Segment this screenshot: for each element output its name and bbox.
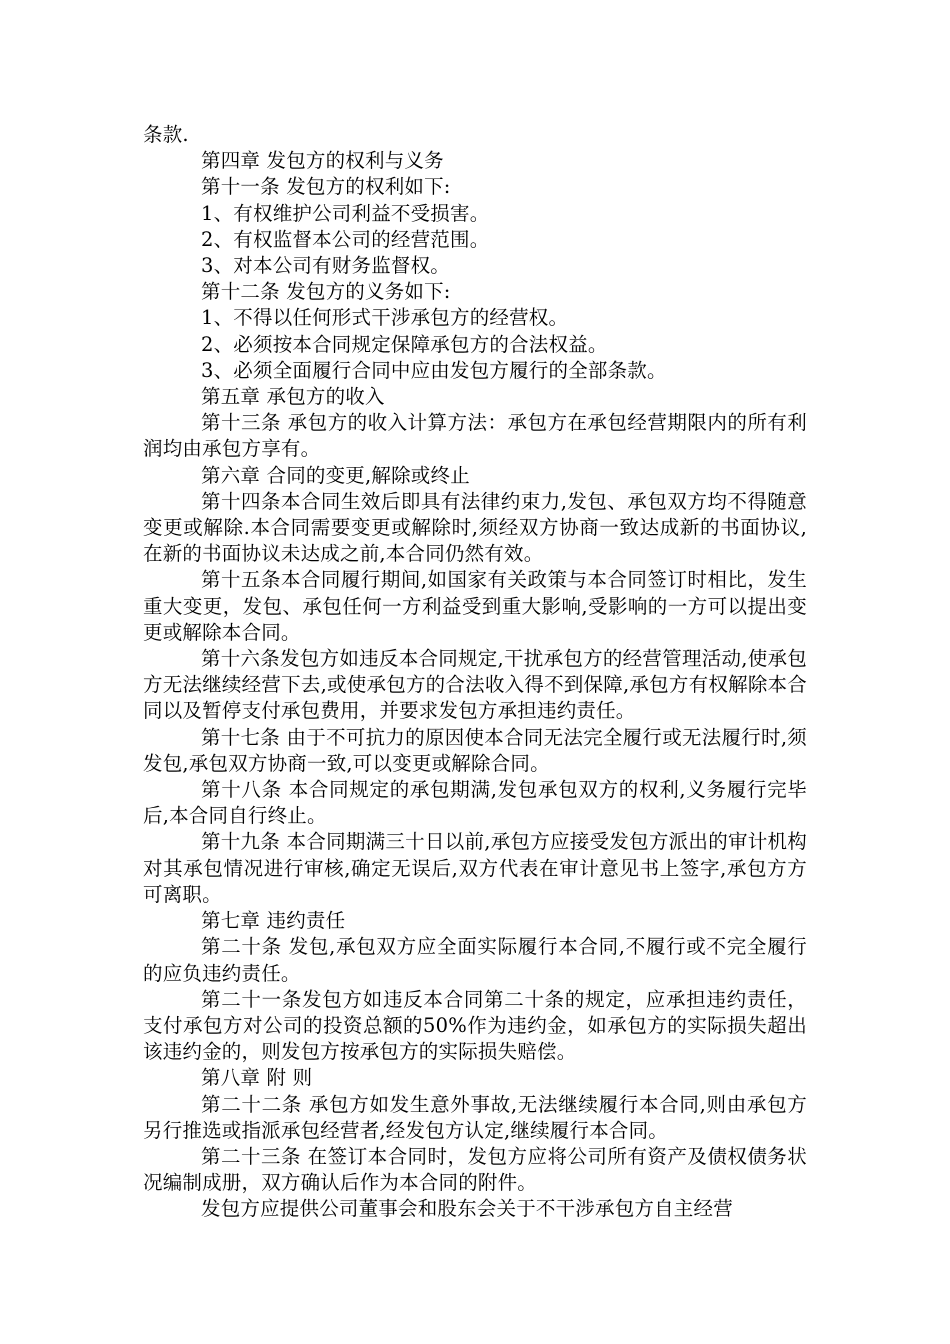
article-12-item-1: 1、不得以任何形式干涉承包方的经营权。 — [201, 306, 569, 330]
article-12-item-3: 3、必须全面履行合同中应由发包方履行的全部条款。 — [201, 358, 667, 382]
paragraph-clause-continuation: 条款. — [143, 123, 189, 146]
article-17: 第十七条 由于不可抗力的原因使本合同无法完全履行或无法履行时,须发包,承包双方协商一致,可以变更或解除合同。 — [143, 725, 807, 775]
article-20: 第二十条 发包,承包双方应全面实际履行本合同,不履行或不完全履行的应负违约责任。 — [143, 935, 807, 985]
chapter-5-heading: 第五章 承包方的收入 — [201, 385, 385, 409]
article-21: 第二十一条发包方如违反本合同第二十条的规定，应承担违约责任，支付承包方对公司的投资总额的50%作为违约金，如承包方的实际损失超出该违约金的，则发包方按承包方的实际损失赔偿。 — [143, 987, 807, 1064]
article-15: 第十五条本合同履行期间,如国家有关政策与本合同签订时相比，发生重大变更，发包、承包任何一方利益受到重大影响,受影响的一方可以提出变更或解除本合同。 — [143, 568, 807, 644]
article-14: 第十四条本合同生效后即具有法律约束力,发包、承包双方均不得随意变更或解除.本合同需要变更或解除时,须经双方协商一致达成新的书面协议,在新的书面协议未达成之前,本合同仍然有效。 — [143, 489, 807, 566]
article-11-item-1: 1、有权维护公司利益不受损害。 — [201, 201, 490, 225]
chapter-8-heading: 第八章 附 则 — [201, 1066, 313, 1090]
article-22: 第二十二条 承包方如发生意外事故,无法继续履行本合同,则由承包方另行推选或指派承包经营者,经发包方认定,继续履行本合同。 — [143, 1092, 807, 1142]
article-12-heading: 第十二条 发包方的义务如下: — [201, 280, 451, 304]
article-13: 第十三条 承包方的收入计算方法：承包方在承包经营期限内的所有利润均由承包方享有。 — [143, 411, 807, 461]
chapter-6-heading: 第六章 合同的变更,解除或终止 — [201, 463, 470, 487]
article-11-item-2: 2、有权监督本公司的经营范围。 — [201, 227, 490, 251]
article-11-item-3: 3、对本公司有财务监督权。 — [201, 254, 451, 278]
chapter-7-heading: 第七章 违约责任 — [201, 909, 346, 933]
chapter-4-heading: 第四章 发包方的权利与义务 — [201, 149, 444, 173]
contract-text-body — [143, 122, 807, 1223]
article-12-item-2: 2、必须按本合同规定保障承包方的合法权益。 — [201, 332, 608, 356]
article-11-heading: 第十一条 发包方的权利如下: — [201, 175, 451, 199]
article-18: 第十八条 本合同规定的承包期满,发包承包双方的权利,义务履行完毕后,本合同自行终止。 — [143, 778, 807, 828]
article-19: 第十九条 本合同期满三十日以前,承包方应接受发包方派出的审计机构对其承包情况进行审核,确定无误后,双方代表在审计意见书上签字,承包方方可离职。 — [143, 830, 807, 906]
article-23: 第二十三条 在签订本合同时，发包方应将公司所有资产及债权债务状况编制成册，双方确认后作为本合同的附件。 — [143, 1144, 807, 1195]
article-16: 第十六条发包方如违反本合同规定,干扰承包方的经营管理活动,使承包方无法继续经营下去,或使承包方的合法收入得不到保障,承包方有权解除本合同以及暂停支付承包费用，并要求发包方承担违约责任。 — [143, 647, 807, 723]
paragraph-board-provision: 发包方应提供公司董事会和股东会关于不干涉承包方自主经营 — [201, 1197, 733, 1221]
